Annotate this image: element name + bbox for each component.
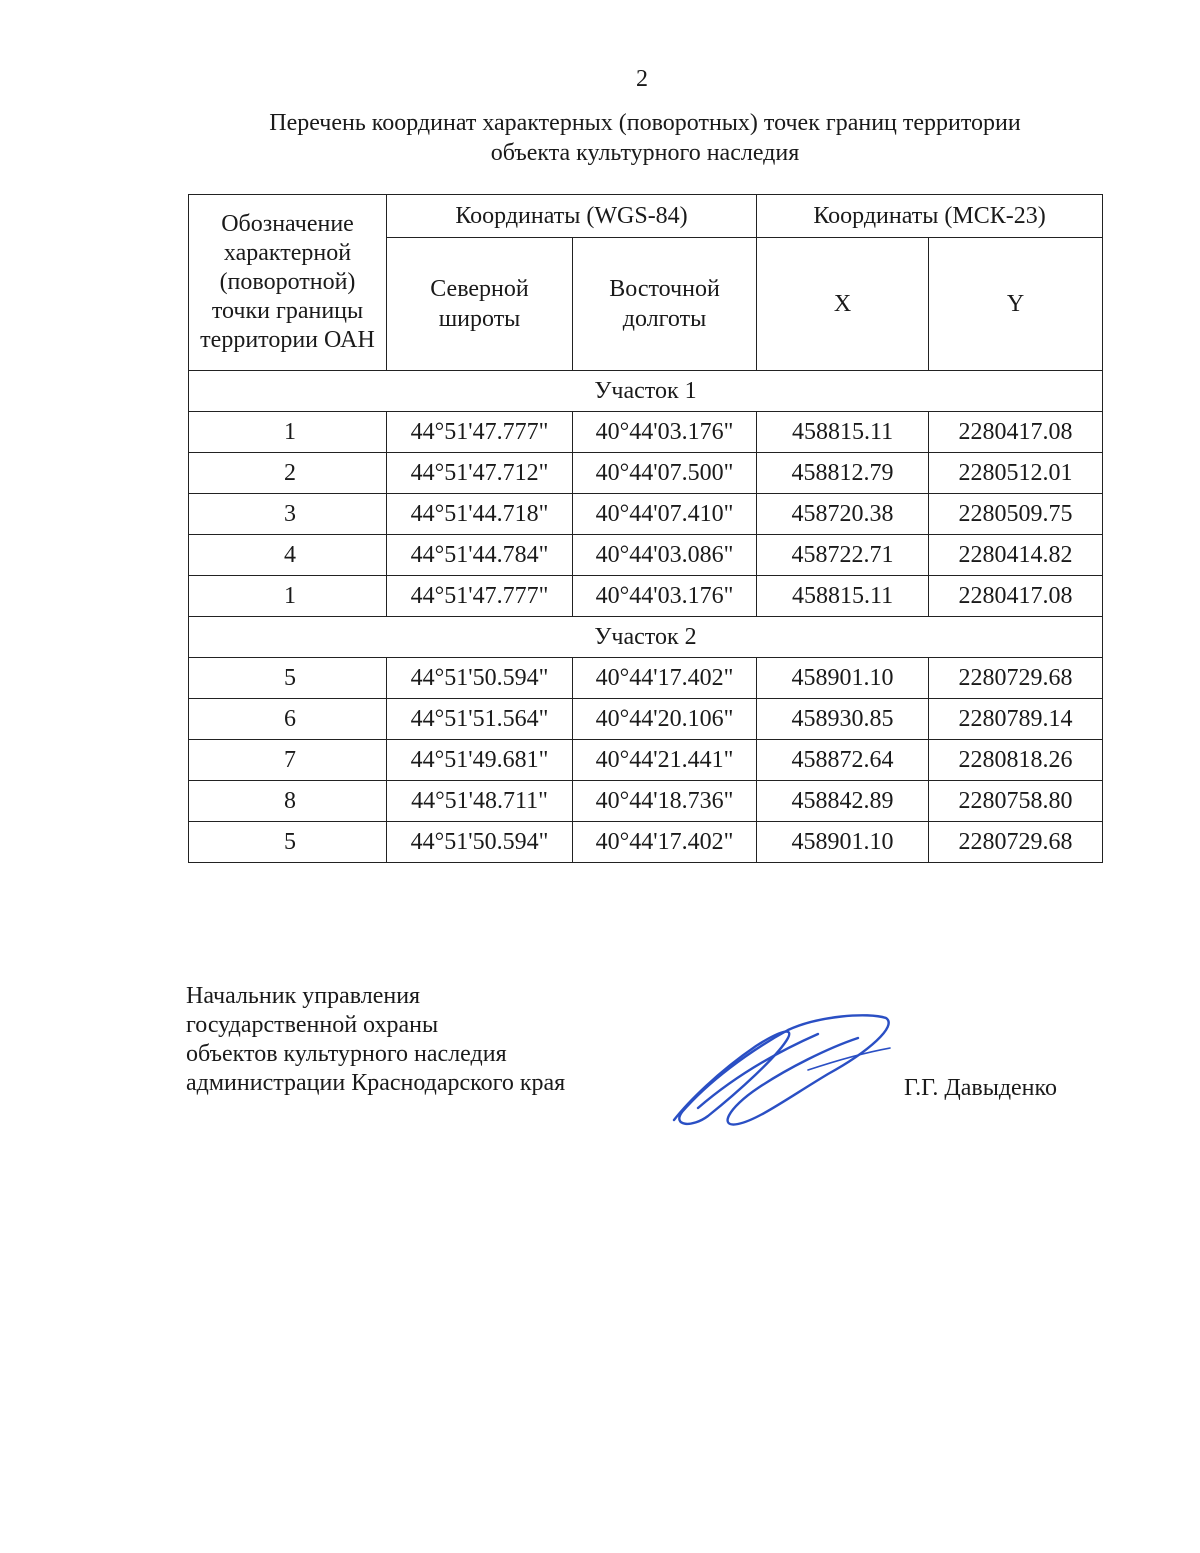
cell-point: 7: [189, 740, 387, 781]
handwritten-signature: [668, 1012, 892, 1130]
cell-lat: 44°51'50.594": [387, 658, 573, 699]
cell-x: 458722.71: [757, 535, 929, 576]
cell-point: 1: [189, 412, 387, 453]
table-row: [189, 535, 1103, 576]
cell-y: 2280729.68: [929, 658, 1103, 699]
cell-point: 8: [189, 781, 387, 822]
page-number: 2: [636, 66, 648, 92]
cell-lat: 44°51'47.777": [387, 576, 573, 617]
cell-lat: 44°51'49.681": [387, 740, 573, 781]
cell-lon: 40°44'20.106": [573, 699, 757, 740]
header-y: Y: [929, 238, 1103, 371]
cell-y: 2280509.75: [929, 494, 1103, 535]
cell-point: 3: [189, 494, 387, 535]
cell-x: 458901.10: [757, 822, 929, 863]
cell-x: 458930.85: [757, 699, 929, 740]
position-line-3: объектов культурного наследия: [186, 1041, 507, 1067]
cell-x: 458872.64: [757, 740, 929, 781]
cell-lon: 40°44'03.086": [573, 535, 757, 576]
signatory-position: [186, 982, 565, 1098]
position-line-2: государственной охраны: [186, 1012, 439, 1038]
cell-point: 1: [189, 576, 387, 617]
table-row: [189, 699, 1103, 740]
table-row: [189, 576, 1103, 617]
cell-x: 458815.11: [757, 576, 929, 617]
cell-lat: 44°51'51.564": [387, 699, 573, 740]
cell-y: 2280818.26: [929, 740, 1103, 781]
cell-lon: 40°44'03.176": [573, 412, 757, 453]
cell-lon: 40°44'17.402": [573, 822, 757, 863]
header-msk: Координаты (МСК-23): [757, 195, 1103, 238]
header-point: Обозначение характерной (поворотной) точки границы территории ОАН: [189, 195, 387, 371]
cell-point: 6: [189, 699, 387, 740]
section-row: [189, 617, 1103, 658]
cell-x: 458815.11: [757, 412, 929, 453]
cell-x: 458901.10: [757, 658, 929, 699]
title-line-2: объекта культурного наследия: [490, 140, 800, 166]
cell-lat: 44°51'47.777": [387, 412, 573, 453]
table-row: [189, 822, 1103, 863]
table-row: [189, 412, 1103, 453]
cell-point: 2: [189, 453, 387, 494]
cell-lon: 40°44'03.176": [573, 576, 757, 617]
cell-y: 2280512.01: [929, 453, 1103, 494]
document-title: [190, 108, 1100, 168]
cell-y: 2280789.14: [929, 699, 1103, 740]
table-row: [189, 658, 1103, 699]
cell-lon: 40°44'21.441": [573, 740, 757, 781]
table-row: [189, 494, 1103, 535]
table-row: [189, 453, 1103, 494]
cell-lon: 40°44'17.402": [573, 658, 757, 699]
section-label: Участок 2: [189, 617, 1103, 658]
coordinates-table: [188, 194, 1103, 863]
title-line-1: Перечень координат характерных (поворотных) точек границ территории: [269, 110, 1021, 136]
cell-x: 458720.38: [757, 494, 929, 535]
header-row-top: [189, 195, 1103, 238]
table-body: [189, 371, 1103, 863]
section-label: Участок 1: [189, 371, 1103, 412]
cell-lon: 40°44'07.410": [573, 494, 757, 535]
cell-lon: 40°44'18.736": [573, 781, 757, 822]
cell-lat: 44°51'48.711": [387, 781, 573, 822]
position-line-1: Начальник управления: [186, 983, 421, 1009]
table-row: [189, 781, 1103, 822]
table-row: [189, 740, 1103, 781]
cell-point: 4: [189, 535, 387, 576]
header-lat: Северной широты: [387, 238, 573, 371]
cell-y: 2280758.80: [929, 781, 1103, 822]
cell-point: 5: [189, 822, 387, 863]
signer-name: Г.Г. Давыденко: [904, 1075, 1057, 1101]
section-row: [189, 371, 1103, 412]
header-lon: Восточной долготы: [573, 238, 757, 371]
cell-lat: 44°51'50.594": [387, 822, 573, 863]
cell-point: 5: [189, 658, 387, 699]
cell-lat: 44°51'44.784": [387, 535, 573, 576]
cell-lat: 44°51'44.718": [387, 494, 573, 535]
cell-y: 2280417.08: [929, 576, 1103, 617]
cell-y: 2280729.68: [929, 822, 1103, 863]
header-wgs: Координаты (WGS-84): [387, 195, 757, 238]
cell-y: 2280417.08: [929, 412, 1103, 453]
header-x: X: [757, 238, 929, 371]
cell-x: 458842.89: [757, 781, 929, 822]
cell-lon: 40°44'07.500": [573, 453, 757, 494]
cell-y: 2280414.82: [929, 535, 1103, 576]
position-line-4: администрации Краснодарского края: [186, 1070, 566, 1096]
cell-x: 458812.79: [757, 453, 929, 494]
cell-lat: 44°51'47.712": [387, 453, 573, 494]
